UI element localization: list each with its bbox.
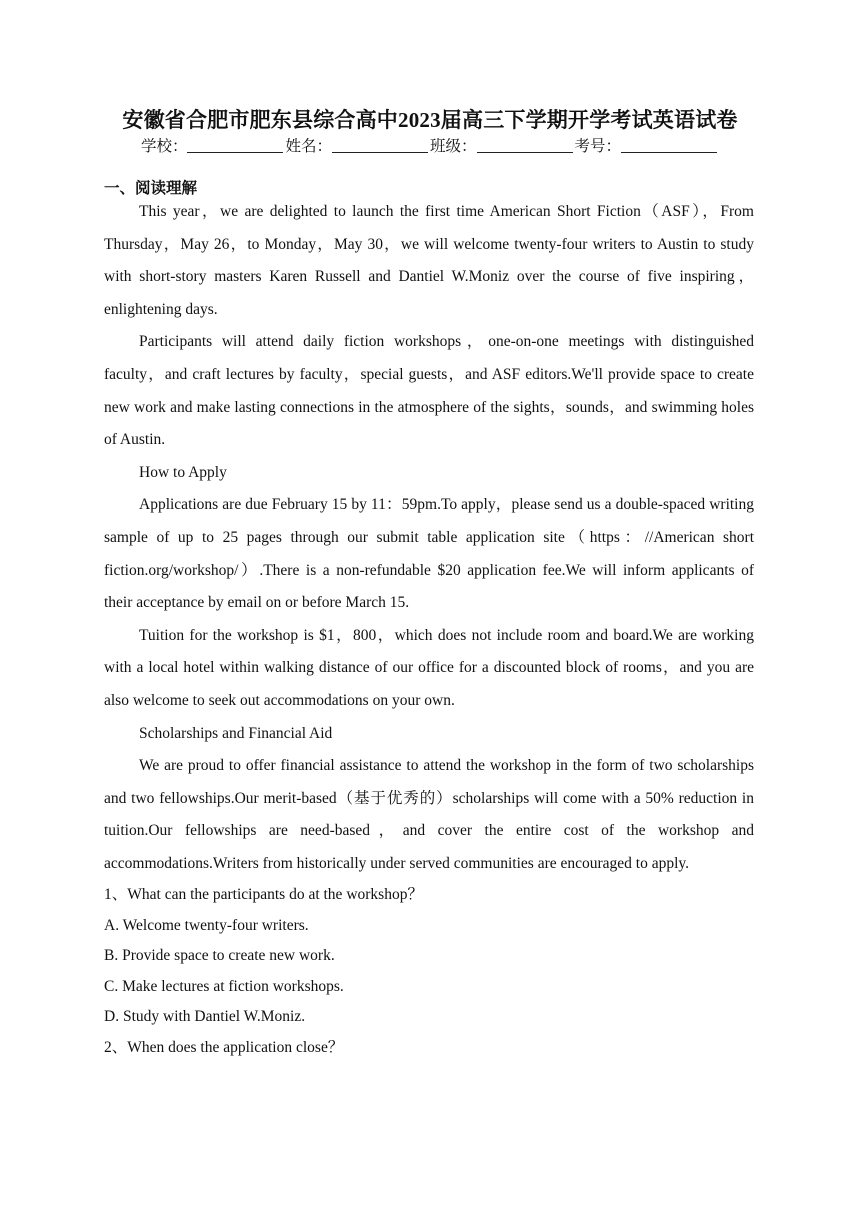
exam-title: 安徽省合肥市肥东县综合高中2023届高三下学期开学考试英语试卷	[122, 108, 738, 132]
passage-paragraph: This year，we are delighted to launch the first time American Short Fiction（ASF），From Thursday，May 26，to Monday，May 30，we will welcome twenty-four writers to Austin to study with short-story masters Karen Russell and Dantiel W.Moniz over the course of five inspiring，enlightening days.	[104, 203, 754, 318]
exam-number-blank[interactable]	[621, 137, 717, 153]
school-label: 学校：	[140, 138, 188, 155]
class-label: 班级：	[430, 138, 477, 155]
student-info-line	[0, 134, 860, 156]
passage-subheading: How to Apply	[139, 463, 227, 481]
section-heading: 一、阅读理解	[104, 180, 198, 197]
answer-option-d[interactable]: D. Study with Dantiel W.Moniz.	[104, 1008, 306, 1026]
answer-option-b[interactable]: B. Provide space to create new work.	[104, 947, 335, 965]
passage-subheading: Scholarships and Financial Aid	[139, 724, 333, 742]
school-blank[interactable]	[187, 137, 283, 153]
answer-option-a[interactable]: A. Welcome twenty-four writers.	[104, 916, 309, 934]
passage-paragraph: Participants will attend daily fiction workshops，one-on-one meetings with distinguished faculty，and craft lectures by faculty，special guests，and ASF editors.We'll provide space to create new work and make lasting connections in the atmosphere of the sights，sounds，and swimming holes of Austin.	[104, 333, 754, 449]
passage-paragraph: We are proud to offer financial assistance to attend the workshop in the form of two scholarships and two fellowships.Our merit-based（基于优秀的）scholarships will come with a 50% reduction in tuition.Our fellowships are need-based，and cover the entire cost of the workshop and accommodations.Writers from historically under served communities are encouraged to apply.	[104, 757, 754, 872]
passage-paragraph: Tuition for the workshop is $1，800，which does not include room and board.We are working with a local hotel within walking distance of our office for a discounted block of rooms，and you are also welcome to seek out accommodations on your own.	[104, 626, 754, 709]
name-blank[interactable]	[332, 137, 428, 153]
question-stem: 2、When does the application close？	[104, 1038, 344, 1056]
passage-paragraph: Applications are due February 15 by 11：59pm.To apply，please send us a double-spaced writing sample of up to 25 pages through our submit table application site（https：//American short fiction.org/workshop/）.There is a non-refundable $20 application fee.We will inform applicants of their acceptance by email on or before March 15.	[104, 496, 754, 612]
name-label: 姓名：	[285, 138, 332, 155]
reading-passage	[104, 196, 754, 1063]
answer-option-c[interactable]: C. Make lectures at fiction workshops.	[104, 977, 344, 995]
exam-number-label: 考号：	[574, 138, 622, 155]
class-blank[interactable]	[477, 137, 573, 153]
question-stem: 1、What can the participants do at the workshop？	[104, 886, 423, 904]
